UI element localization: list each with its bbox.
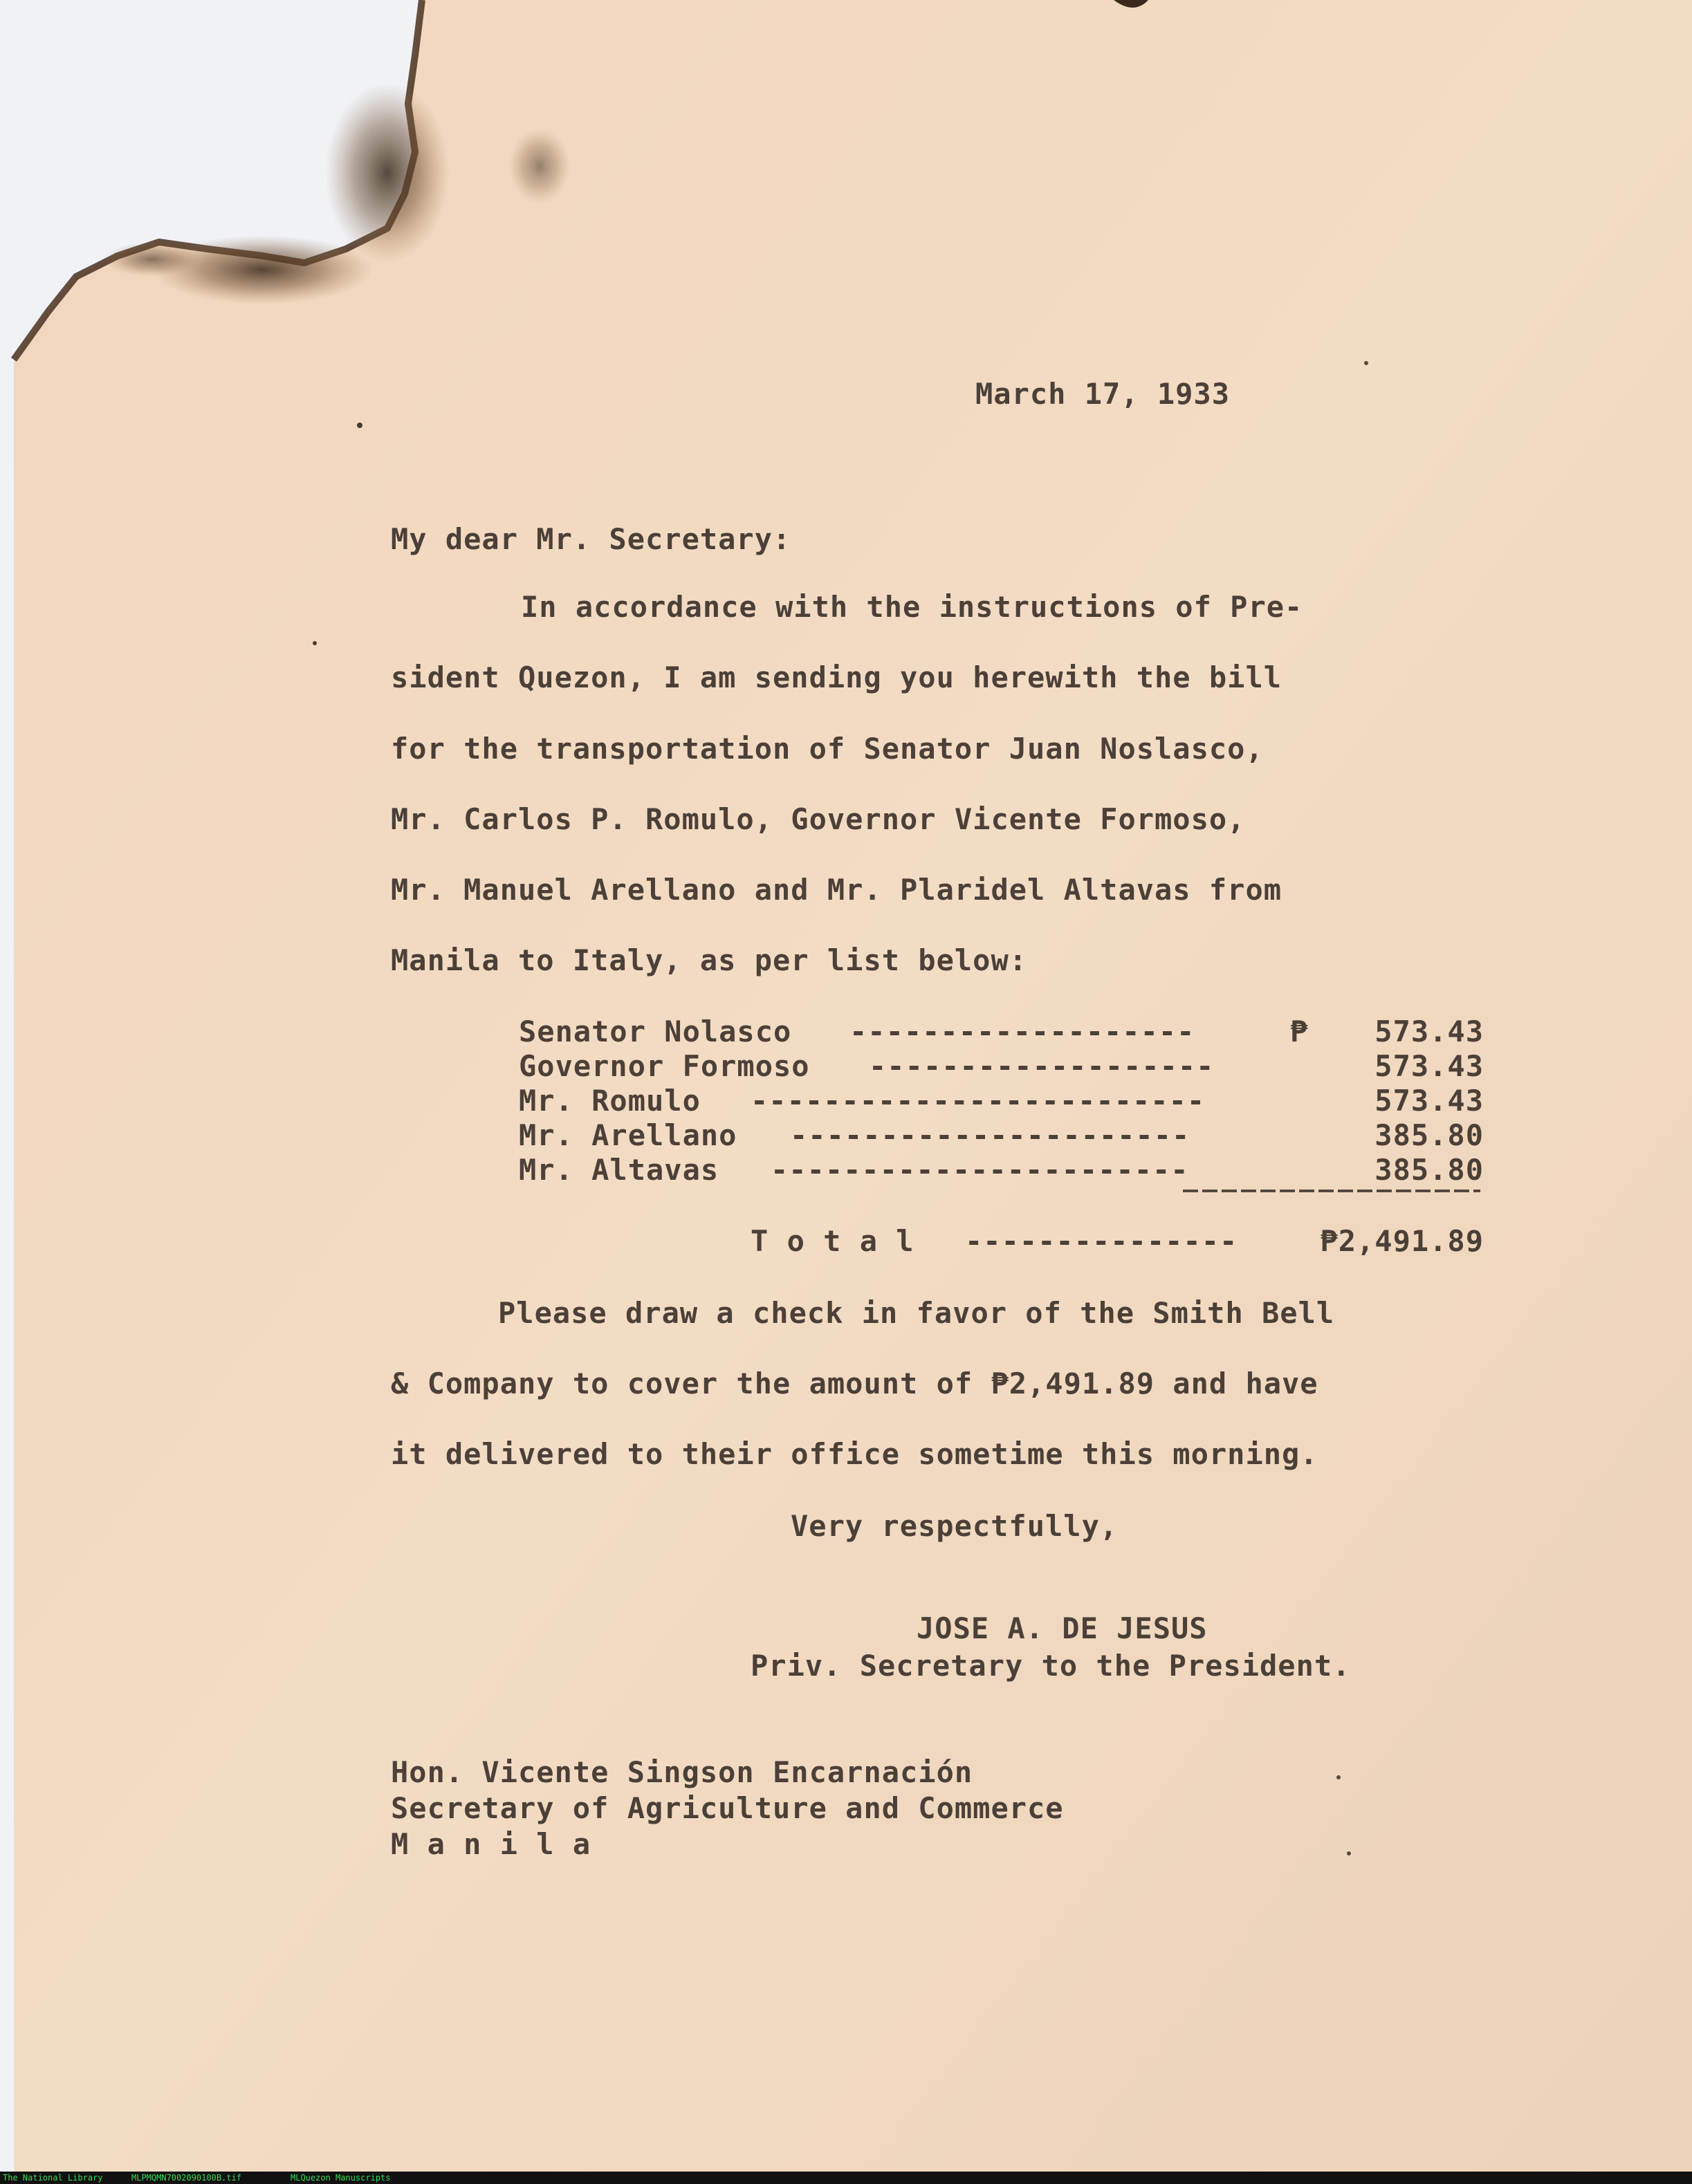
footer-library: The National Library: [3, 2173, 103, 2183]
expense-amount: 573.43: [1374, 1049, 1484, 1083]
body-line: Mr. Carlos P. Romulo, Governor Vicente Formoso,: [391, 802, 1246, 836]
speck-3: [1364, 361, 1368, 365]
expense-name: Senator Nolasco: [519, 1015, 792, 1048]
expense-name: Mr. Romulo: [519, 1084, 701, 1118]
total-leader: ---------------: [965, 1224, 1238, 1258]
expense-leader: -------------------------: [751, 1084, 1206, 1118]
expense-name: Governor Formoso: [519, 1049, 810, 1083]
expense-amount: 573.43: [1374, 1015, 1484, 1048]
speck-4: [1336, 1775, 1341, 1779]
expense-name: Mr. Arellano: [519, 1118, 737, 1152]
burn-stain-4: [104, 242, 201, 277]
total-label: T o t a l: [751, 1224, 914, 1258]
body-line: Manila to Italy, as per list below:: [391, 943, 1028, 977]
recipient-line: Secretary of Agriculture and Commerce: [391, 1791, 1064, 1825]
signatory-title: Priv. Secretary to the President.: [751, 1649, 1351, 1683]
total-amount: ₱2,491.89: [1320, 1224, 1484, 1258]
request-line: it delivered to their office sometime this morning.: [391, 1437, 1318, 1471]
expense-amount: 573.43: [1374, 1084, 1484, 1118]
speck-5: [1347, 1851, 1351, 1856]
scan-footer: [0, 2172, 1692, 2184]
closing: Very respectfully,: [791, 1509, 1119, 1543]
request-line: & Company to cover the amount of ₱2,491.89 and have: [391, 1367, 1318, 1400]
signatory-name: JOSE A. DE JESUS: [917, 1611, 1208, 1645]
recipient-line: Hon. Vicente Singson Encarnación: [391, 1755, 973, 1789]
salutation: My dear Mr. Secretary:: [391, 522, 791, 556]
body-line: Mr. Manuel Arellano and Mr. Plaridel Altavas from: [391, 873, 1282, 907]
expense-amount: 385.80: [1374, 1153, 1484, 1187]
expense-leader: -----------------------: [771, 1153, 1189, 1187]
expense-amount: 385.80: [1374, 1118, 1484, 1152]
expense-leader: -------------------: [849, 1015, 1195, 1048]
expense-name: Mr. Altavas: [519, 1153, 719, 1187]
body-line: for the transportation of Senator Juan Noslasco,: [391, 732, 1264, 766]
footer-file: MLPMQMN7002090100B.tif: [131, 2173, 241, 2183]
body-line: In accordance with the instructions of Pre-: [521, 590, 1303, 624]
body-line: sident Quezon, I am sending you herewith the bill: [391, 660, 1282, 694]
letter-date: March 17, 1933: [975, 377, 1231, 411]
expense-leader: -------------------: [869, 1049, 1215, 1083]
speck-1: [357, 423, 362, 428]
speck-2: [313, 641, 317, 645]
burn-stain-1: [325, 83, 450, 263]
expense-currency: ₱: [1290, 1015, 1309, 1048]
recipient-line: M a n i l a: [391, 1827, 591, 1861]
footer-collection: MLQuezon Manuscripts: [291, 2173, 391, 2183]
burn-stain-3: [508, 128, 571, 204]
request-line: Please draw a check in favor of the Smith Bell: [498, 1296, 1335, 1330]
expense-leader: ----------------------: [790, 1118, 1190, 1152]
